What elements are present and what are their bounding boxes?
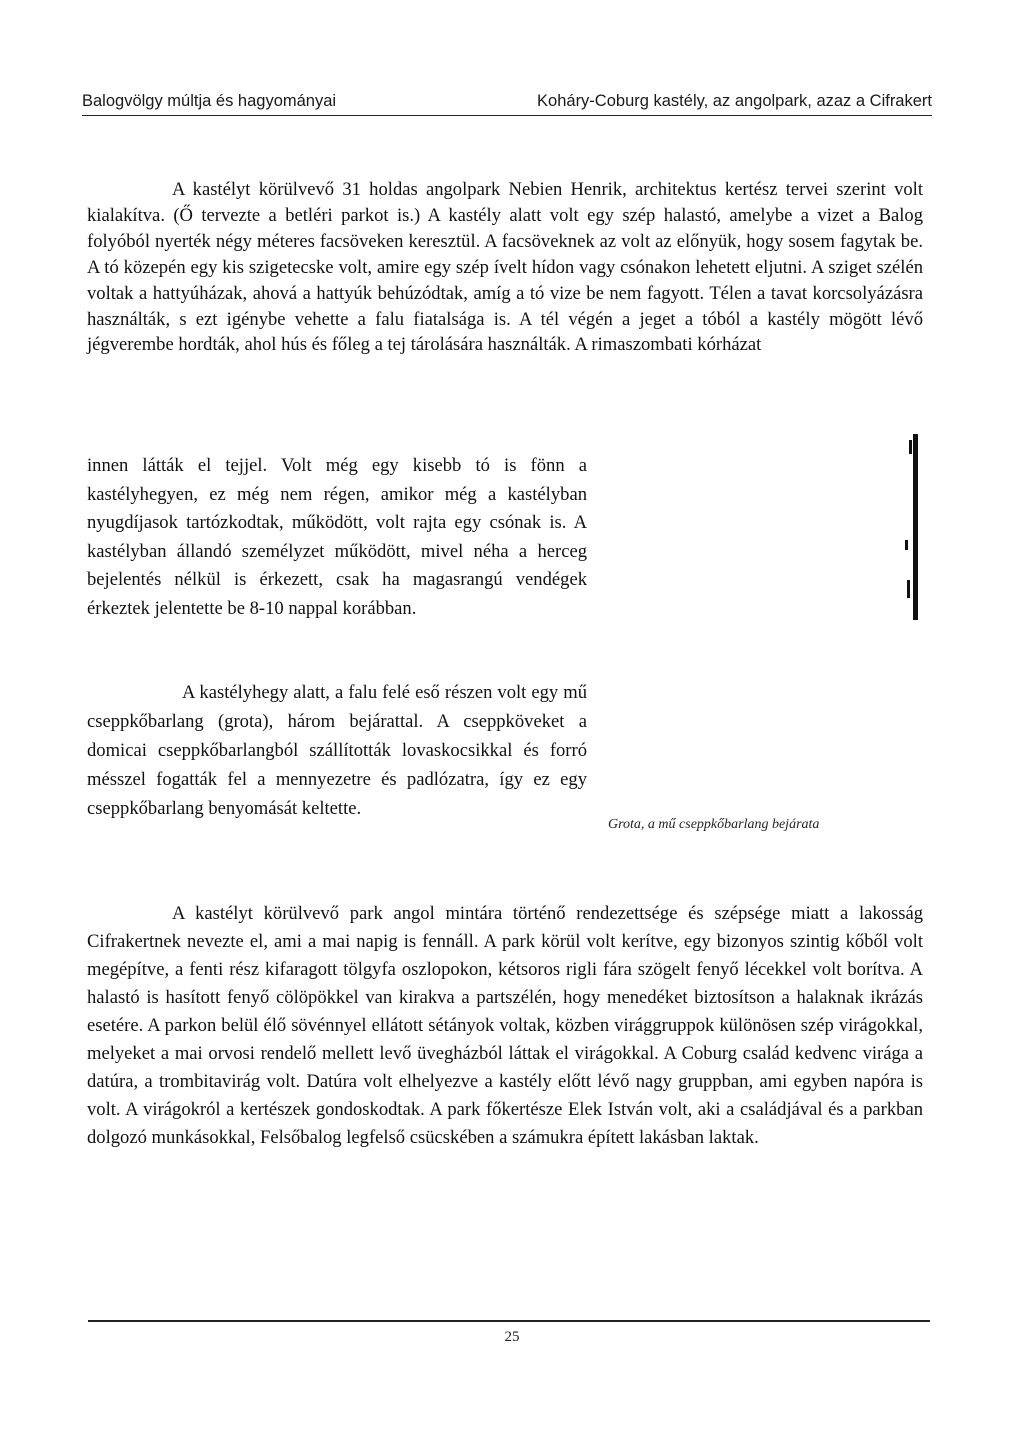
paragraph-grotto: A kastélyhegy alatt, a falu felé eső részen volt egy mű cseppkőbarlang (grota), három bejárattal. A cseppköveket a domicai cseppkőbarlangból szállították lovaskocsikkal és forró mésszel fogatták fel a mennyezetre és padlózatra, így ez egy cseppkőbarlang benyomását keltette. [87,682,587,819]
photo-mark [905,540,908,550]
photo-edge [913,434,918,620]
photo-mark [909,440,912,454]
running-header [82,92,932,116]
photo-mark [907,580,910,598]
header-book-title: Balogvölgy múltja és hagyományai [82,92,337,110]
page-number: 25 [504,1329,520,1345]
paragraph-cifrakert: A kastélyt körülvevő park angol mintára történő rendezettsége és szépsége miatt a lakosság Cifrakertnek nevezte el, ami a mai napig is fennáll. A park körül volt kerítve, egy bizonyos szintig kőből volt megépítve, a fenti rész kifaragott tölgyfa oszlopokon, kétsoros rigli fára szögelt fenyő lécekkel volt borítva. A halastó is hasított fenyő cölöpökkel van kirakva a partszélén, hogy menedéket biztosítson a halaknak ikrázás esetére. A parkon belül élő sövénnyel ellátott sétányok voltak, közben virággruppok különösen szép virágokkal, melyeket a mai orvosi rendelő mellett levő üvegházból láttak el virágokkal. A Coburg család kedvenc virága a datúra, a trombitavirág volt. Datúra volt elhelyezve a kastély előtt lévő nagy gruppban, ami egyben napóra is volt. A virágokról a kertészek gondoskodtak. A park főkertésze Elek István volt, aki a családjával és a parkban dolgozó munkásokkal, Felsőbalog legfelső csücskében a számukra épített lakásban laktak. [87,903,923,1148]
footer-rule [88,1320,930,1322]
photo-caption: Grota, a mű cseppkőbarlang bejárata [608,817,820,832]
header-chapter-title: Koháry-Coburg kastély, az angolpark, azaz a Cifrakert [537,92,932,110]
paragraph-small-pond: innen látták el tejjel. Volt még egy kisebb tó is fönn a kastélyhegyen, ez még nem régen, amikor még a kastélyban nyugdíjasok tartózkodtak, működött, volt rajta egy csónak is. A kastélyban állandó személyzet működött, mivel néha a herceg bejelentés nélkül is érkezett, csak ha magasrangú vendégek érkeztek jelentette be 8-10 nappal korábban. [87,455,587,619]
paragraph-park-pond: A kastélyt körülvevő 31 holdas angolpark Nebien Henrik, architektus kertész tervei szerint volt kialakítva. (Ő tervezte a betléri parkot is.) A kastély alatt volt egy szép halastó, amelybe a vizet a Balog folyóból nyerték négy méteres facsöveken keresztül. A facsöveknek az volt az előnyük, hogy sosem fagytak be. A tó közepén egy kis szigetecske volt, amire egy szép ívelt hídon vagy csónakon lehetett eljutni. A sziget szélén voltak a hattyúházak, ahová a hattyúk behúzódtak, amíg a tó vize be nem fagyott. Télen a tavat korcsolyázásra használták, s ezt igénybe vehette a falu fiatalsága is. A tél végén a jeget a tóból a kastély mögött lévő jégverembe hordták, ahol hús és főleg a tej tárolására használták. A rimaszombati kórházat [87,179,923,356]
